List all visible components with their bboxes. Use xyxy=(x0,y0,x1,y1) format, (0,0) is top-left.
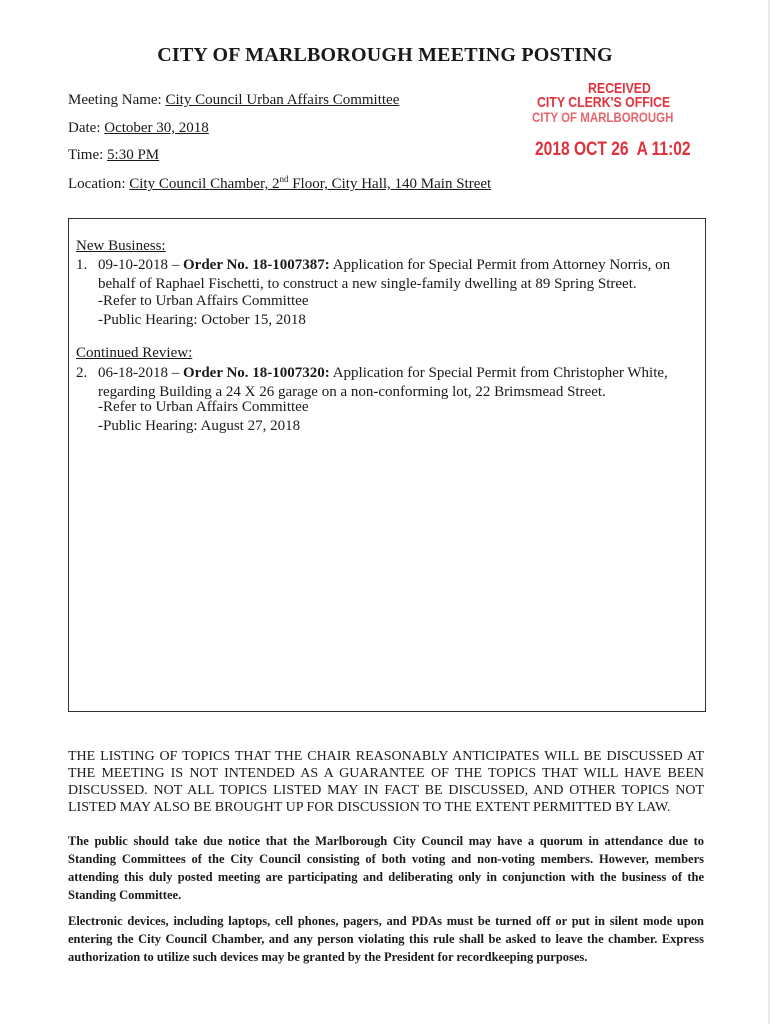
meeting-time-label: Time: xyxy=(68,147,104,163)
page-title: CITY OF MARLBOROUGH MEETING POSTING xyxy=(157,44,613,66)
continued-review-heading: Continued Review: xyxy=(76,345,193,361)
item-1-text: Application for Special Permit from Attorney Norris, on behalf of Raphael Fischetti, to construct a new single-family dwelling at 89 Spring Street. xyxy=(98,257,671,292)
stamp-received: RECEIVED xyxy=(588,80,651,97)
item-2-text: Application for Special Permit from Christopher White, regarding Building a 24 X 26 garage on a non-conforming lot, 22 Brimsmead Street. xyxy=(98,365,668,400)
meeting-location-value xyxy=(129,176,491,192)
item-2-number: 2. xyxy=(76,365,88,381)
meeting-date-label: Date: xyxy=(68,120,101,136)
item-2-prefix: 06-18-2018 – xyxy=(98,365,183,381)
item-1-hearing: -Public Hearing: October 15, 2018 xyxy=(98,312,306,328)
new-business-heading: New Business: xyxy=(76,238,166,254)
topics-disclaimer: THE LISTING OF TOPICS THAT THE CHAIR REASONABLY ANTICIPATES WILL BE DISCUSSED AT THE MEETING IS NOT INTENDED AS A GUARANTEE OF THE TOPICS THAT WILL HAVE BEEN DISCUSSED. NOT ALL TOPICS LISTED MAY IN FACT BE DISCUSSED, AND OTHER TOPICS NOT LISTED MAY ALSO BE BROUGHT UP FOR DISCUSSION TO THE EXTENT PERMITTED BY LAW. xyxy=(68,749,704,815)
item-1-order: Order No. 18-1007387: xyxy=(183,257,330,273)
item-1-refer: -Refer to Urban Affairs Committee xyxy=(98,293,309,309)
item-2-refer: -Refer to Urban Affairs Committee xyxy=(98,399,309,415)
meeting-time-field xyxy=(68,147,159,164)
meeting-name-value: City Council Urban Affairs Committee xyxy=(165,92,400,108)
meeting-location-label: Location: xyxy=(68,176,126,192)
location-suffix: Floor, City Hall, 140 Main Street xyxy=(288,176,492,192)
item-2-order: Order No. 18-1007320: xyxy=(183,365,330,381)
stamp-datetime: 2018 OCT 26 A 11:02 xyxy=(535,139,691,160)
location-prefix: City Council Chamber, 2 xyxy=(129,176,280,192)
agenda-item-1 xyxy=(76,256,696,294)
quorum-notice: The public should take due notice that the Marlborough City Council may have a quorum in attendance due to Standing Committees of the City Council consisting of both voting and non-voting members. However, members attending this duly posted meeting are participating and deliberating only in conjunction with the business of the Standing Committee. xyxy=(68,834,704,902)
item-1-prefix: 09-10-2018 – xyxy=(98,257,183,273)
agenda-item-2 xyxy=(76,364,696,402)
meeting-name-field xyxy=(68,92,399,109)
meeting-time-value: 5:30 PM xyxy=(107,147,160,163)
meeting-location-field xyxy=(68,174,491,193)
item-2-hearing: -Public Hearing: August 27, 2018 xyxy=(98,418,301,434)
item-1-number: 1. xyxy=(76,257,88,273)
stamp-office: CITY CLERK'S OFFICE xyxy=(537,94,671,111)
meeting-date-field xyxy=(68,120,209,137)
location-ordinal: nd xyxy=(279,174,289,184)
stamp-city: CITY OF MARLBOROUGH xyxy=(532,109,674,125)
meeting-date-value: October 30, 2018 xyxy=(104,120,209,136)
devices-notice: Electronic devices, including laptops, cell phones, pagers, and PDAs must be turned off or put in silent mode upon entering the City Council Chamber, and any person violating this rule shall be asked to leave the chamber. Express authorization to utilize such devices may be granted by the President for recordkeeping purposes. xyxy=(68,914,704,964)
meeting-name-label: Meeting Name: xyxy=(68,92,162,108)
